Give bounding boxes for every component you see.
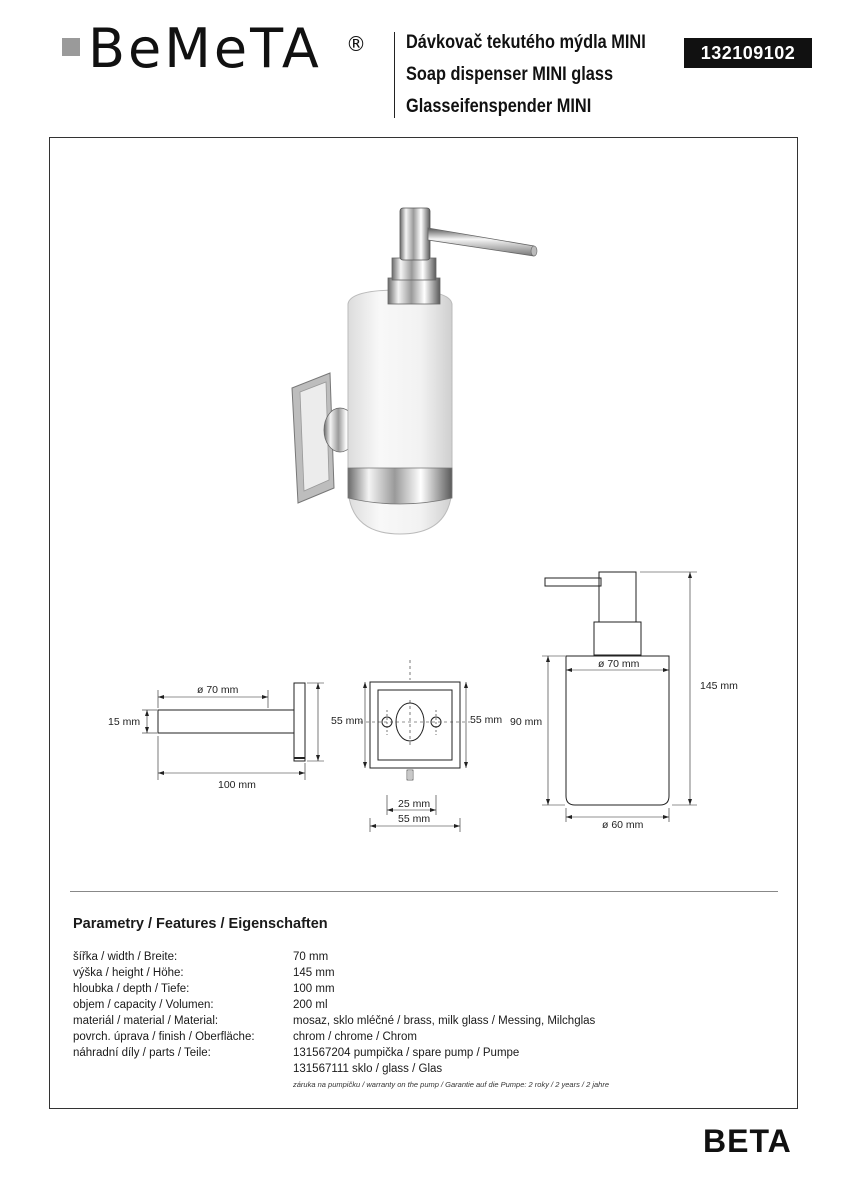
spec-value-height: 145 mm <box>293 967 335 979</box>
title-cz: Dávkovač tekutého mýdla MINI <box>406 32 646 53</box>
section-separator <box>70 891 778 892</box>
dim-side-width: ø 70 mm <box>197 684 239 696</box>
spec-label-width: šířka / width / Breite: <box>73 951 178 963</box>
spec-label-parts: náhradní díly / parts / Teile: <box>73 1047 211 1059</box>
dim-side-thickness: 15 mm <box>108 716 141 728</box>
spec-label-height: výška / height / Höhe: <box>73 967 184 979</box>
spec-value-depth: 100 mm <box>293 983 335 995</box>
dim-front-glass-height: 90 mm <box>510 716 543 728</box>
dim-side-depth: 100 mm <box>218 779 256 791</box>
dim-side-height: 55 mm <box>331 715 364 727</box>
spec-label-capacity: objem / capacity / Volumen: <box>73 999 214 1011</box>
dim-front-bottom-width: ø 60 mm <box>602 819 644 831</box>
spec-label-depth: hloubka / depth / Tiefe: <box>73 983 190 995</box>
spec-label-material: materiál / material / Material: <box>73 1015 219 1027</box>
dim-front-total-height: 145 mm <box>700 680 738 692</box>
spec-value-capacity: 200 ml <box>293 999 328 1011</box>
dim-plate-height: 55 mm <box>470 714 503 726</box>
spec-value-parts-glass: 131567111 sklo / glass / Glas <box>293 1063 443 1075</box>
title-en: Soap dispenser MINI glass <box>406 64 614 85</box>
product-code: 132109102 <box>684 38 812 68</box>
registered-mark: ® <box>346 32 366 56</box>
title-de: Glasseifenspender MINI <box>406 96 592 117</box>
spec-value-width: 70 mm <box>293 951 329 963</box>
brand-logo: BeMeTA <box>88 17 322 80</box>
spec-label-finish: povrch. úprava / finish / Oberfläche: <box>73 1031 255 1043</box>
warranty-note: záruka na pumpičku / warranty on the pump / Garantie auf die Pumpe: 2 roky / 2 years / 2 jahre <box>293 1080 609 1089</box>
dim-front-top-width: ø 70 mm <box>598 658 640 670</box>
spec-value-material: mosaz, sklo mléčné / brass, milk glass / Messing, Milchglas <box>293 1015 596 1027</box>
spec-value-parts-pump: 131567204 pumpička / spare pump / Pumpe <box>293 1047 520 1059</box>
dim-plate-width: 55 mm <box>398 813 431 825</box>
features-title: Parametry / Features / Eigenschaften <box>73 916 328 932</box>
spec-value-finish: chrom / chrome / Chrom <box>293 1031 417 1043</box>
dim-hole-spacing: 25 mm <box>398 798 431 810</box>
series-name: BETA <box>703 1123 792 1159</box>
